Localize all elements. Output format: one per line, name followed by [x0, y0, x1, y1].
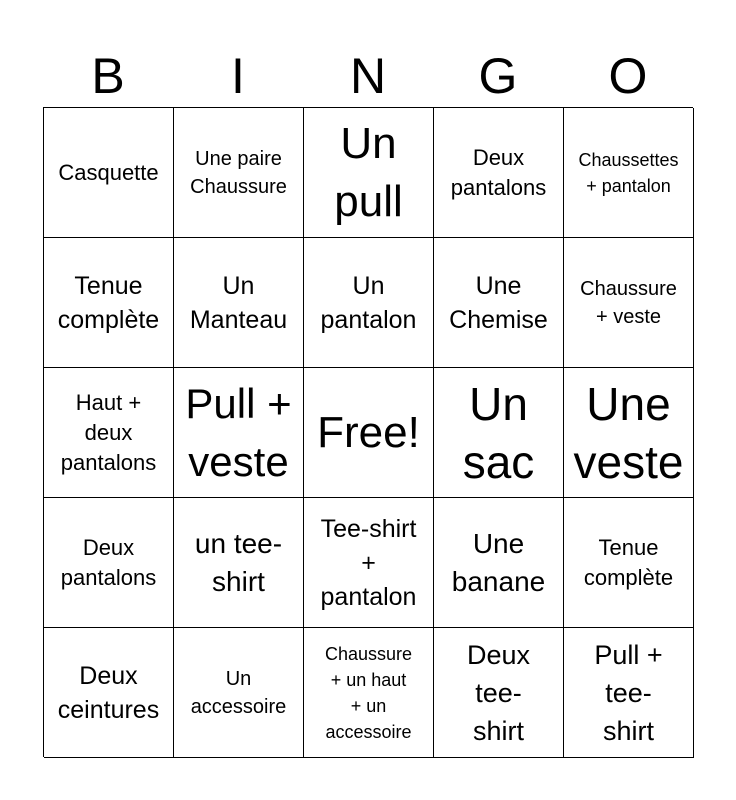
bingo-cell[interactable] — [44, 368, 174, 498]
header-letter-i: I — [231, 48, 245, 104]
bingo-cell[interactable] — [434, 368, 564, 498]
cell-text: un tee- shirt — [194, 527, 283, 597]
header-letter-g: G — [478, 48, 518, 104]
bingo-cell[interactable] — [564, 628, 694, 758]
cell-text: Un sac — [462, 377, 535, 488]
bingo-cell[interactable] — [434, 238, 564, 368]
bingo-cell[interactable] — [304, 498, 434, 628]
cell-text: Pull + tee- shirt — [594, 639, 663, 746]
bingo-cell[interactable] — [304, 238, 434, 368]
cell-text: Un accessoire — [190, 667, 287, 718]
cell-text: Haut + deux pantalons — [60, 389, 157, 475]
cell-text: Une banane — [451, 527, 546, 597]
cell-text: Une veste — [573, 377, 684, 488]
bingo-cell[interactable] — [434, 498, 564, 628]
cell-text: Un pull — [334, 118, 403, 226]
cell-text: Chaussure + un haut + un accessoire — [324, 643, 413, 742]
bingo-cell[interactable] — [174, 628, 304, 758]
bingo-cell[interactable] — [564, 108, 694, 238]
bingo-header — [43, 44, 693, 108]
cell-text: Une Chemise — [449, 271, 548, 334]
cell-text: Chaussettes + pantalon — [578, 149, 679, 196]
bingo-cell[interactable] — [44, 238, 174, 368]
bingo-cell[interactable] — [564, 238, 694, 368]
header-letter-o: O — [608, 48, 648, 104]
cell-text: Une paire Chaussure — [190, 147, 287, 198]
bingo-cell[interactable] — [44, 628, 174, 758]
free-space-cell[interactable] — [304, 368, 434, 498]
bingo-cell[interactable] — [174, 498, 304, 628]
header-letter-n: N — [349, 48, 387, 104]
cell-text: Deux tee- shirt — [466, 639, 531, 746]
cell-text: Un pantalon — [320, 271, 417, 334]
bingo-cell[interactable] — [564, 498, 694, 628]
cell-text: Deux pantalons — [450, 144, 547, 200]
cell-text: Chaussure + veste — [580, 277, 677, 328]
bingo-cell[interactable] — [304, 108, 434, 238]
cell-text: Deux ceintures — [57, 661, 160, 724]
bingo-cell[interactable] — [174, 238, 304, 368]
cell-text: Tee-shirt + pantalon — [320, 514, 417, 611]
bingo-cell[interactable] — [44, 498, 174, 628]
free-space-text: Free! — [317, 407, 420, 457]
bingo-cell[interactable] — [174, 368, 304, 498]
cell-text: Casquette — [58, 159, 159, 185]
bingo-board — [43, 107, 693, 757]
bingo-cell[interactable] — [304, 628, 434, 758]
cell-text: Deux pantalons — [60, 534, 157, 590]
bingo-cell[interactable] — [564, 368, 694, 498]
cell-text: Pull + veste — [185, 379, 292, 485]
bingo-cell[interactable] — [44, 108, 174, 238]
cell-text: Un Manteau — [189, 271, 288, 334]
bingo-cell[interactable] — [174, 108, 304, 238]
bingo-cell[interactable] — [434, 108, 564, 238]
bingo-cell[interactable] — [434, 628, 564, 758]
cell-text: Tenue complète — [583, 534, 674, 590]
header-letter-b: B — [91, 48, 125, 104]
cell-text: Tenue complète — [57, 271, 160, 334]
